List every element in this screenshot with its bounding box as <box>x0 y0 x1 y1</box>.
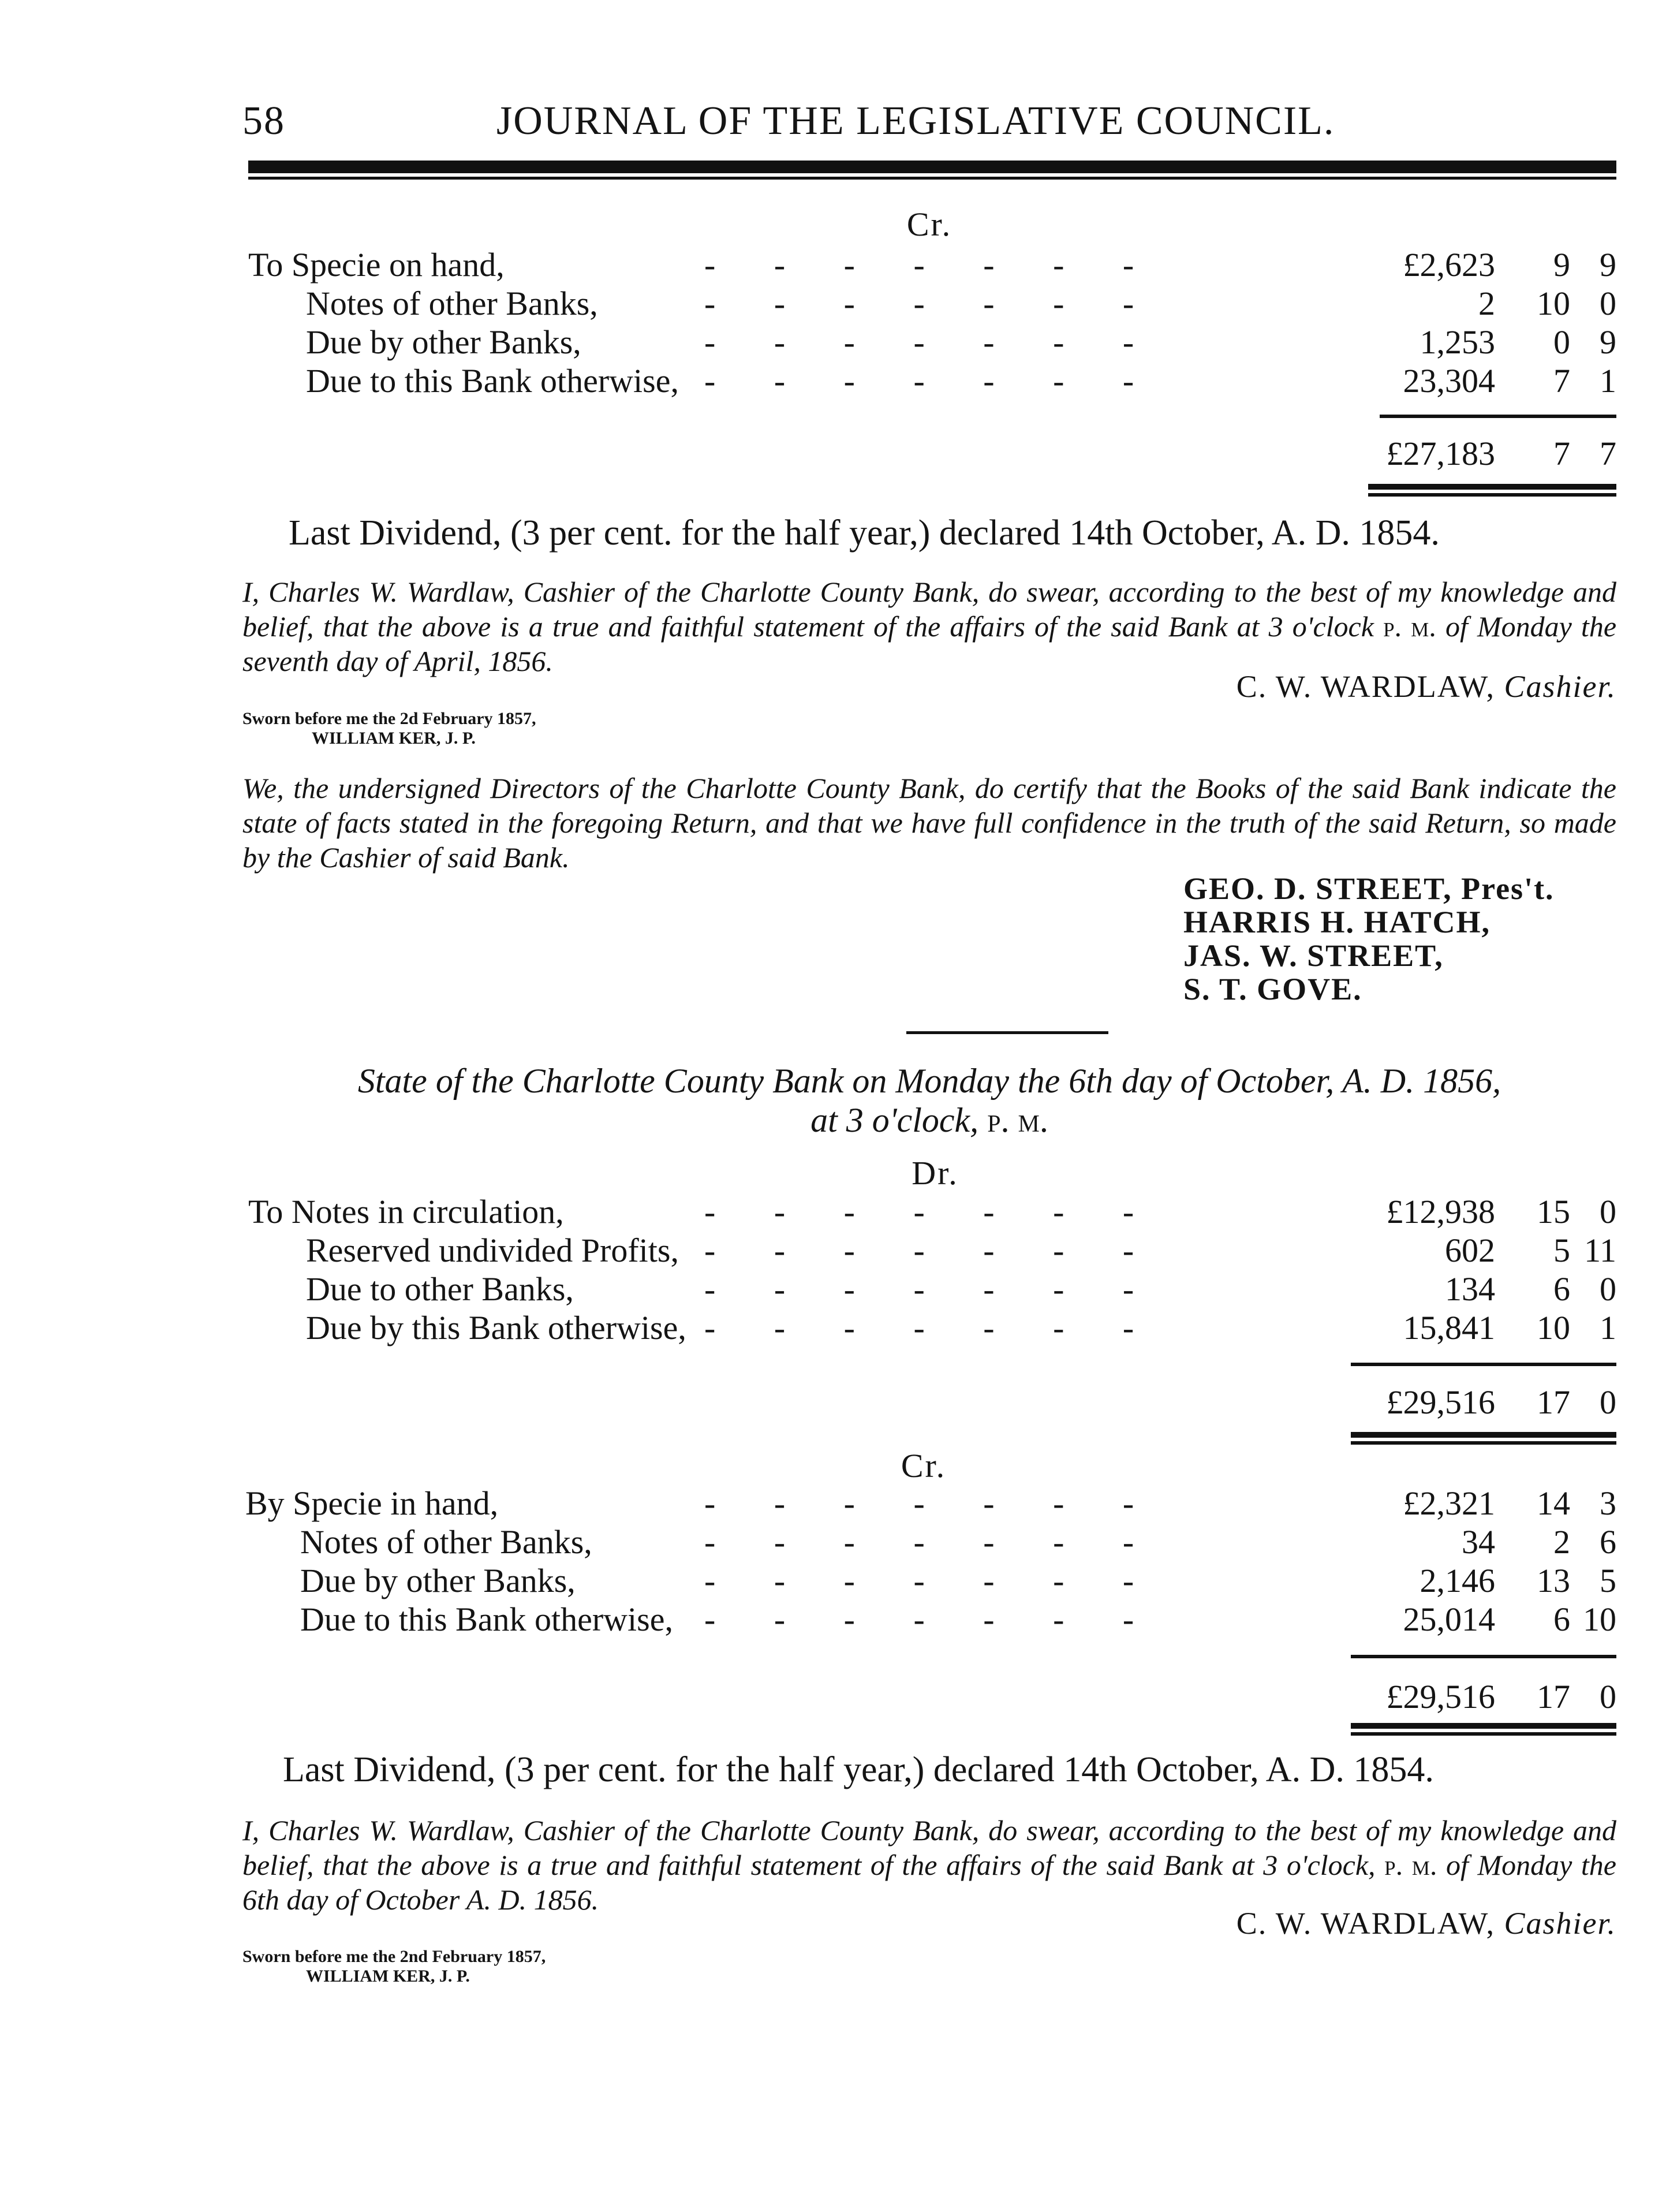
section-divider <box>906 1031 1108 1034</box>
sum-rule <box>1351 1363 1616 1366</box>
row-label: Due to this Bank otherwise, <box>306 362 679 400</box>
amount-pounds: 2,146 <box>1420 1562 1495 1599</box>
running-head <box>242 98 1616 150</box>
amount-pounds: £2,321 <box>1403 1484 1495 1522</box>
total-pounds: £27,183 <box>1386 435 1495 472</box>
total-row <box>242 1677 1616 1719</box>
table-row <box>242 1192 1616 1234</box>
total-double-rule-lower <box>1351 1732 1616 1736</box>
amount-pounds: 34 <box>1462 1523 1495 1561</box>
row-label: To Specie on hand, <box>248 246 505 284</box>
amount-shillings: 9 <box>1553 246 1570 284</box>
row-label: Due by this Bank otherwise, <box>306 1309 686 1346</box>
leader-dashes: - - - - - - - <box>704 1309 1134 1346</box>
leader-dashes: - - - - - - - <box>704 1484 1134 1522</box>
statement-title: State of the Charlotte County Bank on Monday the 6th day of October, A. D. 1856, at 3 o'clock, p. m. <box>357 1062 1501 1139</box>
table-row <box>242 284 1616 326</box>
cr-heading: Cr. <box>901 1447 947 1484</box>
amount-pence: 0 <box>1600 285 1616 322</box>
amount-pounds: 15,841 <box>1403 1309 1495 1346</box>
table-row <box>242 1270 1616 1311</box>
amount-shillings: 7 <box>1553 362 1570 400</box>
amount-shillings: 14 <box>1537 1484 1570 1522</box>
page-number: 58 <box>242 99 285 143</box>
total-double-rule-lower <box>1351 1441 1616 1445</box>
amount-pence: 6 <box>1600 1523 1616 1561</box>
leader-dashes: - - - - - - - <box>704 1193 1134 1230</box>
dr-heading: Dr. <box>912 1154 959 1192</box>
amount-pence: 9 <box>1600 323 1616 361</box>
amount-pounds: 25,014 <box>1403 1601 1495 1638</box>
dividend-note: Last Dividend, (3 per cent. for the half year,) declared 14th October, A. D. 1854. <box>283 1750 1434 1789</box>
leader-dashes: - - - - - - - <box>704 1523 1134 1561</box>
cashier-signature: C. W. WARDLAW, Cashier. <box>1236 1906 1616 1941</box>
total-pence: 7 <box>1600 435 1616 472</box>
total-row <box>242 1383 1616 1424</box>
row-label: Reserved undivided Profits, <box>306 1232 679 1269</box>
total-double-rule <box>1351 1432 1616 1438</box>
sum-rule <box>1380 415 1616 418</box>
table-row <box>242 245 1616 287</box>
table-row <box>242 1308 1616 1350</box>
journal-title: JOURNAL OF THE LEGISLATIVE COUNCIL. <box>496 99 1335 143</box>
leader-dashes: - - - - - - - <box>704 1232 1134 1269</box>
amount-shillings: 13 <box>1537 1562 1570 1599</box>
total-double-rule-lower <box>1368 493 1616 497</box>
row-label: Notes of other Banks, <box>300 1523 592 1561</box>
leader-dashes: - - - - - - - <box>704 285 1134 322</box>
row-label: By Specie in hand, <box>245 1484 499 1522</box>
amount-pounds: £12,938 <box>1386 1193 1495 1230</box>
amount-pence: 9 <box>1600 246 1616 284</box>
table-row <box>242 1231 1616 1273</box>
cashier-oath: I, Charles W. Wardlaw, Cashier of the Charlotte County Bank, do swear, according to the best of my knowledge and belief, that the above is a true and faithful statement of the affairs of the said Bank at 3 o'clock p. m. of Monday the seventh day of April, 1856. <box>242 576 1617 677</box>
amount-pounds: £2,623 <box>1403 246 1495 284</box>
total-shillings: 17 <box>1537 1383 1570 1421</box>
amount-pence: 0 <box>1600 1270 1616 1308</box>
sworn-statement: Sworn before me the 2d February 1857, WILLIAM KER, J. P. <box>242 709 536 748</box>
amount-pence: 10 <box>1583 1601 1616 1638</box>
amount-shillings: 10 <box>1537 285 1570 322</box>
total-double-rule <box>1351 1723 1616 1729</box>
directors-certification: We, the undersigned Directors of the Charlotte County Bank, do certify that the Books of the said Bank indicate the state of facts stated in the foregoing Return, and that we have full confidence in the truth of the said Return, so made by the Cashier of said Bank. <box>242 772 1616 874</box>
amount-pence: 11 <box>1584 1232 1616 1269</box>
cashier-signature: C. W. WARDLAW, Cashier. <box>1236 669 1616 704</box>
amount-pounds: 23,304 <box>1403 362 1495 400</box>
cashier-oath: I, Charles W. Wardlaw, Cashier of the Charlotte County Bank, do swear, according to the best of my knowledge and belief, that the above is a true and faithful statement of the affairs of the said Bank at 3 o'clock, p. m. of Monday the 6th day of October A. D. 1856. <box>242 1814 1617 1916</box>
table-row <box>242 1484 1616 1525</box>
table-row <box>242 1600 1616 1642</box>
dividend-note: Last Dividend, (3 per cent. for the half year,) declared 14th October, A. D. 1854. <box>289 513 1440 553</box>
header-rule-thin <box>248 177 1616 180</box>
cr-heading: Cr. <box>906 206 952 243</box>
amount-pence: 3 <box>1600 1484 1616 1522</box>
amount-pounds: 2 <box>1478 285 1495 322</box>
row-label: Due by other Banks, <box>300 1562 576 1599</box>
amount-shillings: 5 <box>1553 1232 1570 1269</box>
amount-shillings: 6 <box>1553 1601 1570 1638</box>
leader-dashes: - - - - - - - <box>704 246 1134 284</box>
amount-shillings: 2 <box>1553 1523 1570 1561</box>
amount-shillings: 0 <box>1553 323 1570 361</box>
director-name: JAS. W. STREET, <box>1183 938 1444 973</box>
header-rule <box>248 161 1616 173</box>
director-name: HARRIS H. HATCH, <box>1183 905 1491 939</box>
director-name: S. T. GOVE. <box>1183 972 1362 1006</box>
row-label: Due to other Banks, <box>306 1270 574 1308</box>
total-pence: 0 <box>1600 1383 1616 1421</box>
table-row <box>242 1523 1616 1564</box>
leader-dashes: - - - - - - - <box>704 1562 1134 1599</box>
leader-dashes: - - - - - - - <box>704 1270 1134 1308</box>
total-double-rule <box>1368 484 1616 490</box>
amount-pounds: 602 <box>1445 1232 1495 1269</box>
row-label: Due by other Banks, <box>306 323 581 361</box>
sum-rule <box>1351 1655 1616 1658</box>
total-shillings: 7 <box>1553 435 1570 472</box>
amount-pounds: 134 <box>1445 1270 1495 1308</box>
leader-dashes: - - - - - - - <box>704 323 1134 361</box>
directors-list <box>1183 872 1555 1006</box>
amount-shillings: 15 <box>1537 1193 1570 1230</box>
total-row <box>242 434 1616 476</box>
sworn-statement: Sworn before me the 2nd February 1857, WILLIAM KER, J. P. <box>242 1947 546 1986</box>
amount-pence: 1 <box>1600 1309 1616 1346</box>
amount-pence: 5 <box>1600 1562 1616 1599</box>
amount-pence: 0 <box>1600 1193 1616 1230</box>
table-row <box>242 1561 1616 1603</box>
leader-dashes: - - - - - - - <box>704 362 1134 400</box>
amount-pence: 1 <box>1600 362 1616 400</box>
total-shillings: 17 <box>1537 1678 1570 1715</box>
table-row <box>242 361 1616 403</box>
amount-pounds: 1,253 <box>1420 323 1495 361</box>
row-label: To Notes in circulation, <box>248 1193 564 1230</box>
total-pence: 0 <box>1600 1678 1616 1715</box>
row-label: Due to this Bank otherwise, <box>300 1601 673 1638</box>
amount-shillings: 6 <box>1553 1270 1570 1308</box>
table-row <box>242 323 1616 364</box>
leader-dashes: - - - - - - - <box>704 1601 1134 1638</box>
director-name: GEO. D. STREET, Pres't. <box>1183 871 1555 906</box>
row-label: Notes of other Banks, <box>306 285 598 322</box>
total-pounds: £29,516 <box>1386 1678 1495 1715</box>
total-pounds: £29,516 <box>1386 1383 1495 1421</box>
amount-shillings: 10 <box>1537 1309 1570 1346</box>
